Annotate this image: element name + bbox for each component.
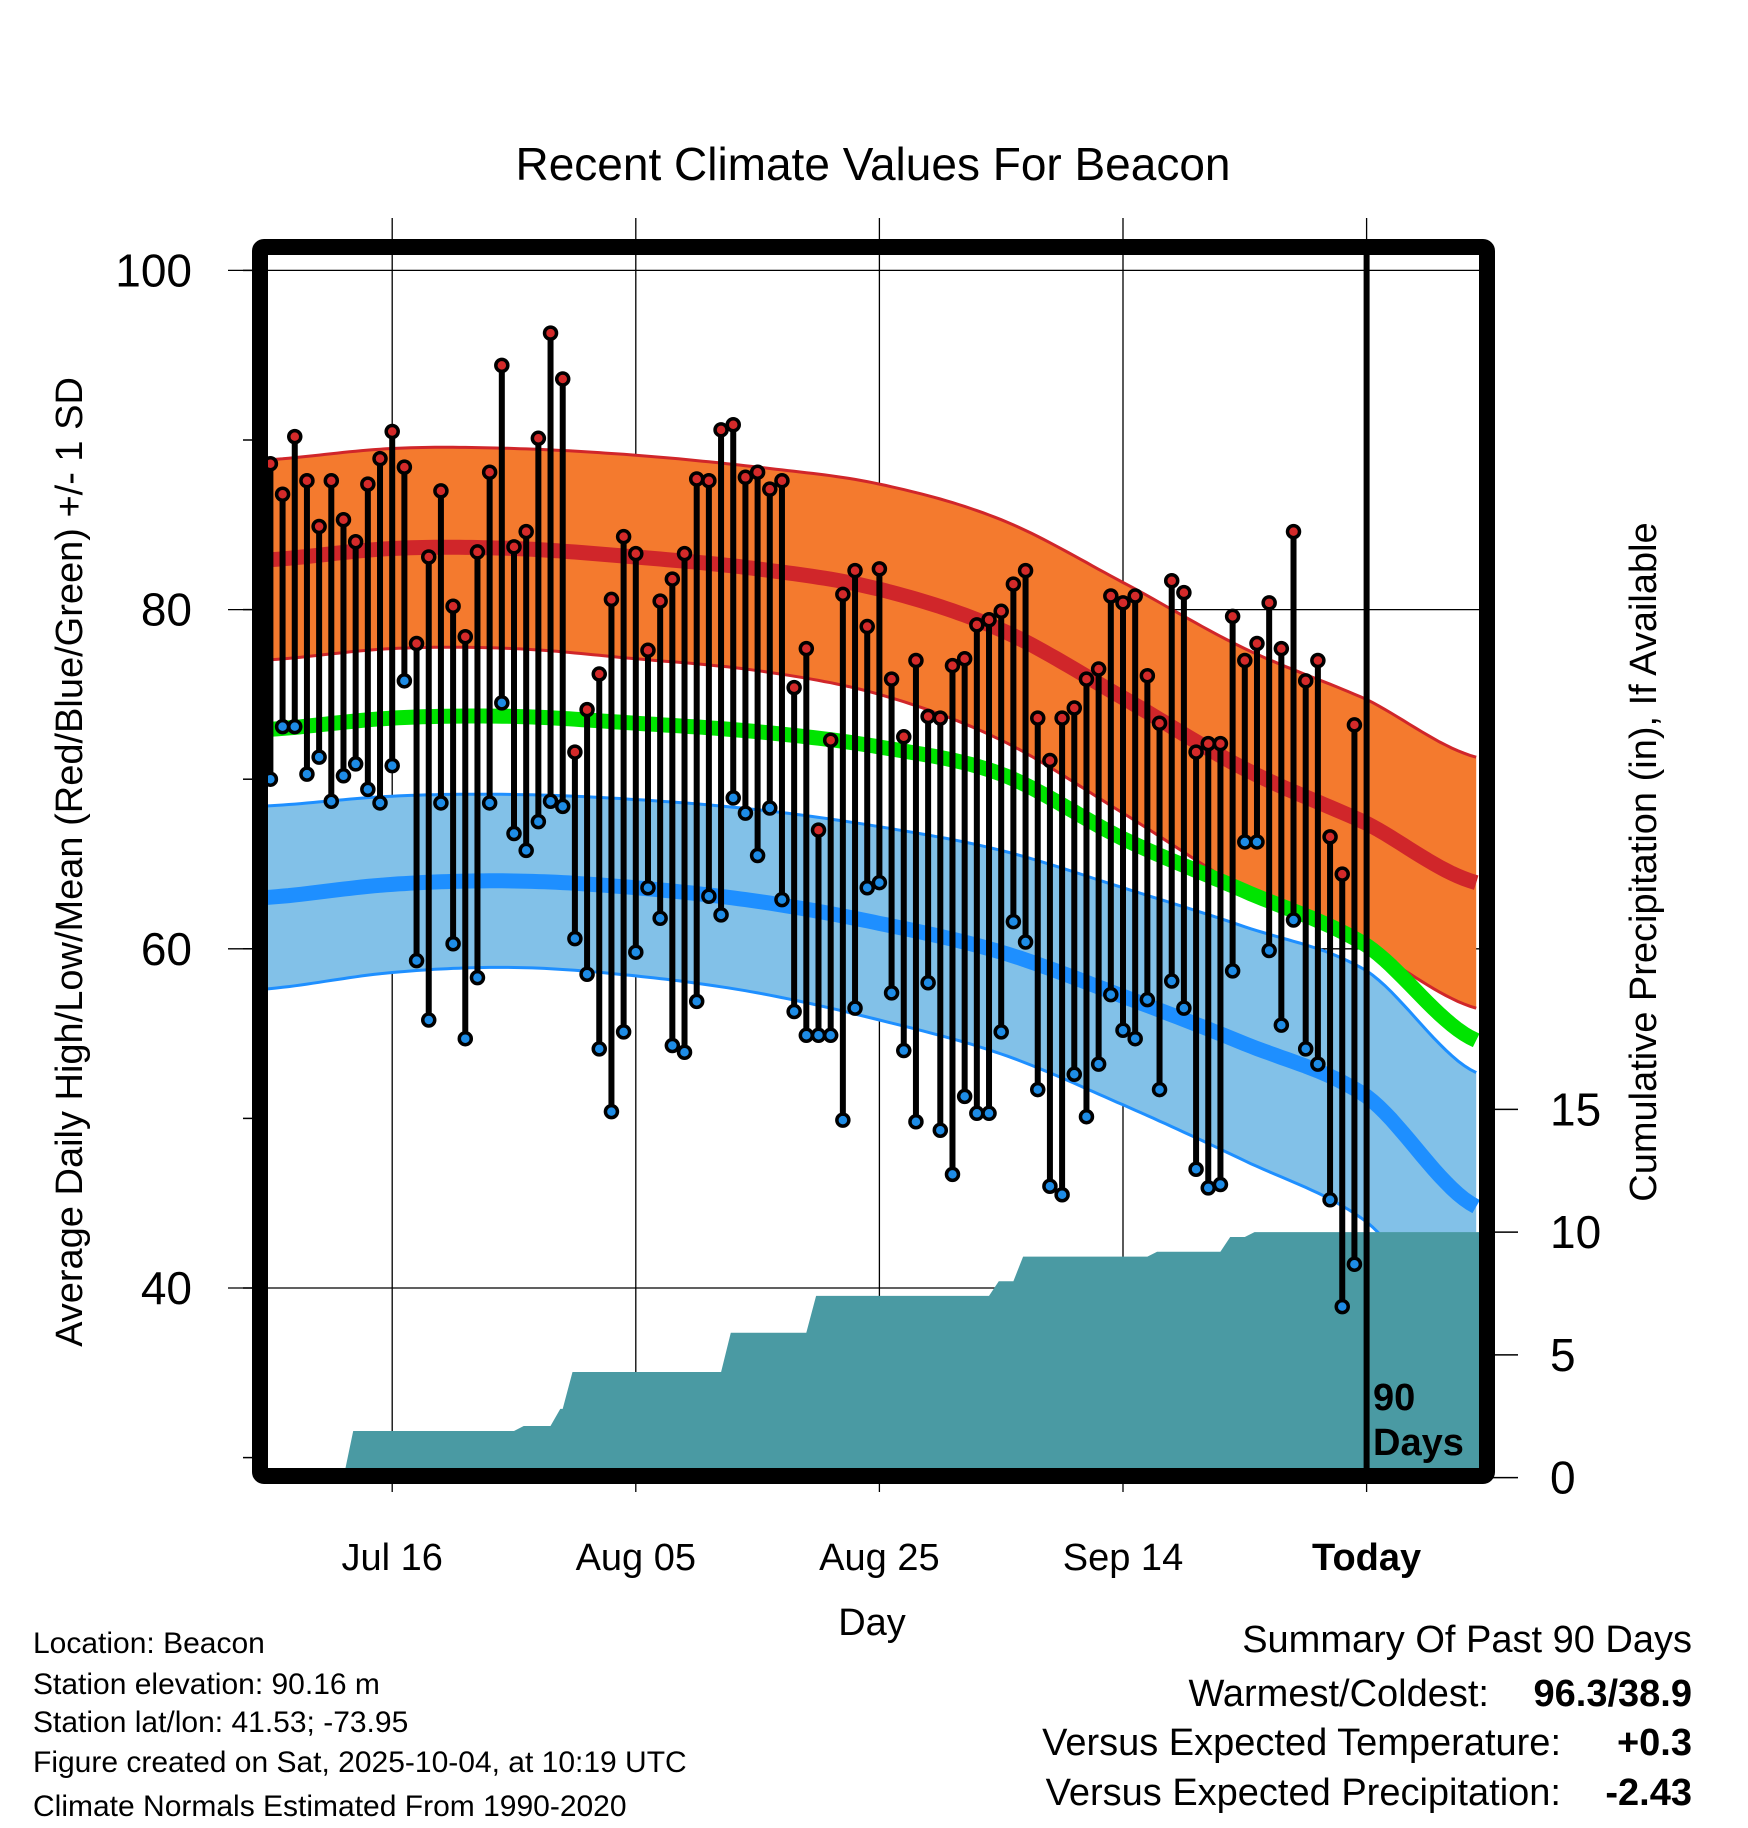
daily-low-point — [971, 1107, 983, 1119]
daily-high-point — [1263, 597, 1275, 609]
daily-high-point — [1324, 831, 1336, 843]
daily-low-point — [776, 894, 788, 906]
daily-high-point — [557, 373, 569, 385]
daily-high-point — [1056, 712, 1068, 724]
daily-high-point — [983, 614, 995, 626]
daily-high-point — [764, 483, 776, 495]
x-tick-label: Aug 25 — [819, 1537, 940, 1579]
daily-low-point — [1020, 936, 1032, 948]
daily-low-point — [813, 1029, 825, 1041]
daily-low-point — [1190, 1163, 1202, 1175]
daily-high-point — [1068, 702, 1080, 714]
daily-high-point — [423, 551, 435, 563]
daily-low-point — [605, 1106, 617, 1118]
daily-high-point — [1190, 746, 1202, 758]
footer-normals: Climate Normals Estimated From 1990-2020 — [33, 1790, 627, 1823]
daily-low-point — [1166, 975, 1178, 987]
daily-low-point — [1093, 1058, 1105, 1070]
daily-low-point — [1348, 1258, 1360, 1270]
precipitation-area — [264, 1232, 1479, 1478]
daily-high-point — [1178, 587, 1190, 599]
today-label-line1: 90 — [1373, 1377, 1416, 1419]
daily-high-point — [776, 475, 788, 487]
daily-low-point — [593, 1043, 605, 1055]
daily-high-point — [861, 621, 873, 633]
daily-high-point — [1129, 590, 1141, 602]
temp-anomaly-label: Versus Expected Temperature: — [1042, 1722, 1561, 1764]
summary-title: Summary Of Past 90 Days — [1242, 1619, 1692, 1661]
x-tick-label: Jul 16 — [341, 1537, 443, 1579]
daily-low-point — [654, 912, 666, 924]
daily-low-point — [715, 909, 727, 921]
daily-high-point — [825, 734, 837, 746]
daily-high-point — [995, 605, 1007, 617]
daily-low-point — [520, 844, 532, 856]
daily-high-point — [1214, 738, 1226, 750]
daily-high-point — [1202, 738, 1214, 750]
daily-low-point — [337, 770, 349, 782]
daily-low-point — [1202, 1182, 1214, 1194]
cumulative-precip-area — [264, 1232, 1479, 1478]
daily-high-point — [642, 644, 654, 656]
daily-low-point — [1056, 1189, 1068, 1201]
today-label-line2: Days — [1373, 1422, 1464, 1464]
daily-high-point — [1007, 578, 1019, 590]
daily-high-point — [398, 461, 410, 473]
daily-low-point — [727, 792, 739, 804]
daily-high-point — [752, 466, 764, 478]
daily-low-point — [569, 933, 581, 945]
daily-low-point — [764, 802, 776, 814]
daily-low-point — [825, 1029, 837, 1041]
y2-tick-label: 0 — [1550, 1451, 1576, 1504]
daily-low-point — [289, 721, 301, 733]
daily-high-point — [1020, 565, 1032, 577]
daily-high-point — [630, 548, 642, 560]
daily-low-point — [642, 882, 654, 894]
daily-high-point — [1312, 654, 1324, 666]
daily-high-point — [910, 654, 922, 666]
y-tick-label: 60 — [140, 922, 192, 975]
daily-low-point — [837, 1114, 849, 1126]
daily-high-point — [1166, 575, 1178, 587]
daily-high-point — [691, 473, 703, 485]
daily-low-point — [739, 807, 751, 819]
daily-high-point — [301, 475, 313, 487]
x-tick-label: Sep 14 — [1062, 1537, 1184, 1579]
y2-tick-label: 5 — [1550, 1328, 1576, 1381]
daily-low-point — [752, 850, 764, 862]
daily-high-point — [411, 638, 423, 650]
y-tick-label: 100 — [115, 244, 192, 297]
daily-high-point — [520, 526, 532, 538]
daily-high-point — [350, 536, 362, 548]
daily-low-point — [1080, 1111, 1092, 1123]
daily-high-point — [508, 541, 520, 553]
daily-low-point — [411, 955, 423, 967]
daily-high-point — [727, 419, 739, 431]
daily-low-point — [788, 1006, 800, 1018]
x-axis-label: Day — [838, 1602, 906, 1644]
daily-high-point — [337, 514, 349, 526]
daily-low-point — [800, 1029, 812, 1041]
daily-low-point — [532, 816, 544, 828]
daily-high-point — [593, 668, 605, 680]
daily-low-point — [1288, 914, 1300, 926]
daily-low-point — [435, 797, 447, 809]
y2-tick-label: 10 — [1550, 1206, 1602, 1259]
daily-low-point — [423, 1014, 435, 1026]
daily-low-point — [886, 987, 898, 999]
daily-low-point — [861, 882, 873, 894]
daily-low-point — [447, 938, 459, 950]
daily-high-point — [459, 631, 471, 643]
daily-low-point — [1044, 1180, 1056, 1192]
daily-low-point — [983, 1107, 995, 1119]
daily-low-point — [898, 1045, 910, 1057]
daily-low-point — [1154, 1084, 1166, 1096]
daily-low-point — [1300, 1043, 1312, 1055]
daily-high-point — [386, 426, 398, 438]
daily-high-point — [886, 673, 898, 685]
daily-low-point — [910, 1116, 922, 1128]
station-info — [33, 1627, 687, 1823]
footer-location: Location: Beacon — [33, 1627, 265, 1660]
daily-low-point — [362, 783, 374, 795]
daily-high-point — [739, 471, 751, 483]
daily-low-point — [1032, 1084, 1044, 1096]
daily-high-point — [813, 824, 825, 836]
daily-high-point — [1141, 670, 1153, 682]
daily-high-point — [1044, 755, 1056, 767]
daily-low-point — [995, 1026, 1007, 1038]
daily-high-point — [703, 475, 715, 487]
daily-high-point — [569, 746, 581, 758]
daily-low-point — [630, 946, 642, 958]
daily-high-point — [1288, 526, 1300, 538]
daily-high-point — [605, 593, 617, 605]
chart-title: Recent Climate Values For Beacon — [515, 138, 1231, 190]
daily-low-point — [325, 795, 337, 807]
daily-high-point — [277, 488, 289, 500]
daily-high-point — [1348, 719, 1360, 731]
daily-low-point — [1105, 989, 1117, 1001]
daily-low-point — [1275, 1019, 1287, 1031]
daily-low-point — [557, 800, 569, 812]
daily-high-point — [959, 653, 971, 665]
precip-anomaly-value: -2.43 — [1605, 1772, 1692, 1814]
daily-low-point — [946, 1168, 958, 1180]
daily-high-point — [484, 466, 496, 478]
daily-low-point — [1141, 994, 1153, 1006]
daily-high-point — [362, 478, 374, 490]
daily-low-point — [386, 760, 398, 772]
daily-high-point — [898, 731, 910, 743]
daily-low-point — [1251, 836, 1263, 848]
daily-low-point — [1178, 1002, 1190, 1014]
daily-high-point — [837, 588, 849, 600]
daily-high-point — [971, 619, 983, 631]
daily-high-point — [447, 600, 459, 612]
summary-panel — [1042, 1619, 1692, 1814]
daily-low-point — [922, 977, 934, 989]
daily-high-point — [545, 327, 557, 339]
daily-high-point — [1117, 597, 1129, 609]
daily-low-point — [1068, 1068, 1080, 1080]
daily-low-point — [1239, 836, 1251, 848]
daily-low-point — [581, 968, 593, 980]
x-tick-label: Aug 05 — [575, 1537, 697, 1579]
daily-low-point — [350, 758, 362, 770]
daily-high-point — [1275, 643, 1287, 655]
daily-high-point — [934, 712, 946, 724]
daily-low-point — [873, 877, 885, 889]
daily-high-point — [313, 520, 325, 532]
daily-high-point — [873, 563, 885, 575]
daily-low-point — [666, 1039, 678, 1051]
daily-low-point — [313, 751, 325, 763]
daily-low-point — [691, 995, 703, 1007]
daily-high-point — [1251, 638, 1263, 650]
daily-low-point — [1214, 1179, 1226, 1191]
daily-low-point — [1336, 1301, 1348, 1313]
daily-low-point — [618, 1026, 630, 1038]
daily-high-point — [1227, 610, 1239, 622]
daily-low-point — [459, 1033, 471, 1045]
daily-high-point — [374, 453, 386, 465]
x-tick-label: Today — [1312, 1537, 1422, 1579]
daily-low-point — [508, 827, 520, 839]
daily-low-point — [301, 768, 313, 780]
daily-low-point — [277, 721, 289, 733]
daily-low-point — [1227, 965, 1239, 977]
daily-high-point — [946, 660, 958, 672]
daily-high-point — [1080, 673, 1092, 685]
daily-high-point — [1300, 675, 1312, 687]
daily-low-point — [545, 795, 557, 807]
daily-low-point — [1129, 1033, 1141, 1045]
daily-high-point — [679, 548, 691, 560]
daily-high-point — [1239, 654, 1251, 666]
daily-high-point — [581, 704, 593, 716]
daily-high-point — [471, 546, 483, 558]
daily-high-point — [1154, 717, 1166, 729]
daily-high-point — [849, 565, 861, 577]
daily-low-point — [679, 1046, 691, 1058]
precip-anomaly-label: Versus Expected Precipitation: — [1045, 1772, 1561, 1814]
warmest-coldest-value: 96.3/38.9 — [1533, 1673, 1692, 1715]
daily-high-point — [532, 432, 544, 444]
y-axis-label: Average Daily High/Low/Mean (Red/Blue/Green) +/- 1 SD — [49, 377, 91, 1347]
daily-high-point — [800, 643, 812, 655]
daily-low-point — [1117, 1024, 1129, 1036]
daily-low-point — [374, 797, 386, 809]
daily-high-point — [654, 595, 666, 607]
daily-low-point — [496, 697, 508, 709]
daily-low-point — [849, 1002, 861, 1014]
daily-high-point — [1336, 868, 1348, 880]
footer-latlon: Station lat/lon: 41.53; -73.95 — [33, 1706, 409, 1739]
daily-low-point — [1007, 916, 1019, 928]
y2-tick-label: 15 — [1550, 1083, 1602, 1136]
y2-axis-label: Cumulative Precipitation (in), If Available — [1623, 522, 1665, 1202]
daily-high-point — [289, 431, 301, 443]
y-tick-label: 40 — [140, 1262, 192, 1314]
daily-low-point — [398, 675, 410, 687]
daily-high-point — [788, 682, 800, 694]
daily-high-point — [1105, 590, 1117, 602]
daily-high-point — [618, 531, 630, 543]
daily-high-point — [496, 359, 508, 371]
daily-high-point — [435, 485, 447, 497]
daily-high-point — [1093, 663, 1105, 675]
daily-high-point — [715, 424, 727, 436]
footer-elevation: Station elevation: 90.16 m — [33, 1668, 380, 1701]
daily-low-point — [1312, 1058, 1324, 1070]
daily-high-point — [325, 475, 337, 487]
daily-low-point — [703, 890, 715, 902]
daily-high-point — [666, 573, 678, 585]
daily-low-point — [471, 972, 483, 984]
daily-high-point — [1032, 712, 1044, 724]
daily-low-point — [484, 797, 496, 809]
daily-low-point — [934, 1124, 946, 1136]
footer-created: Figure created on Sat, 2025-10-04, at 10:19 UTC — [33, 1746, 687, 1779]
temp-anomaly-value: +0.3 — [1616, 1722, 1692, 1764]
y-tick-label: 80 — [140, 583, 192, 636]
daily-low-point — [959, 1090, 971, 1102]
daily-low-point — [1263, 944, 1275, 956]
daily-high-point — [922, 710, 934, 722]
warmest-coldest-label: Warmest/Coldest: — [1188, 1673, 1489, 1715]
daily-low-point — [1324, 1194, 1336, 1206]
